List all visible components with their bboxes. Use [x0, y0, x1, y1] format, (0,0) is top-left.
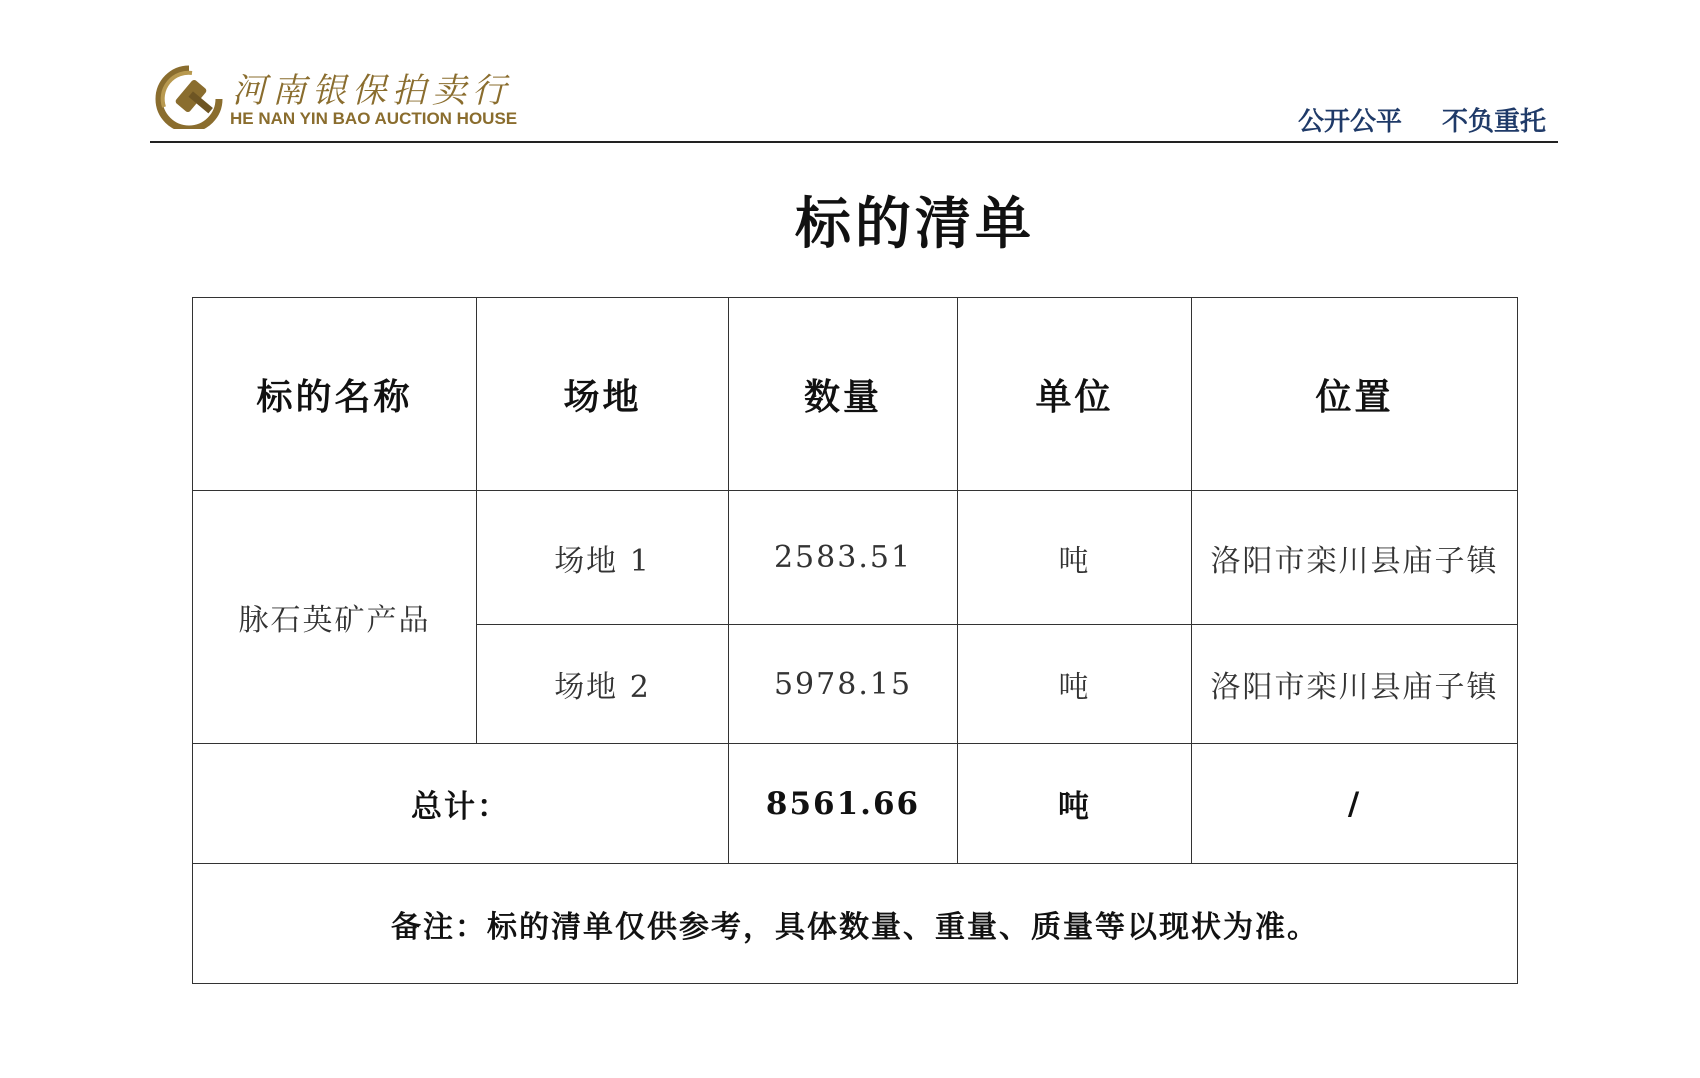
slogan-part-2: 不负重托 — [1441, 107, 1546, 137]
location-cell: 洛阳市栾川县庙子镇 — [1192, 625, 1518, 744]
slogan-part-1: 公开公平 — [1297, 107, 1402, 137]
total-location: / — [1192, 744, 1518, 864]
header-quantity: 数量 — [729, 298, 958, 491]
header-site: 场地 — [477, 298, 729, 491]
header-location: 位置 — [1192, 298, 1518, 491]
header-item-name: 标的名称 — [193, 298, 477, 491]
quantity-cell: 5978.15 — [729, 625, 958, 744]
location-cell: 洛阳市栾川县庙子镇 — [1192, 491, 1518, 625]
total-row — [193, 744, 1518, 864]
total-unit: 吨 — [958, 744, 1192, 864]
auction-gavel-icon — [152, 63, 226, 129]
table-row — [193, 491, 1518, 625]
note-row — [193, 864, 1518, 984]
logo-chinese-name: 河南银保拍卖行 — [232, 71, 512, 111]
header-slogan — [1298, 101, 1546, 138]
company-logo — [150, 59, 530, 133]
quantity-cell: 2583.51 — [729, 491, 958, 625]
header-unit: 单位 — [958, 298, 1192, 491]
logo-english-name: HE NAN YIN BAO AUCTION HOUSE — [230, 109, 518, 128]
table-header-row — [193, 298, 1518, 491]
total-label: 总计： — [193, 744, 729, 864]
unit-cell: 吨 — [958, 625, 1192, 744]
page-title: 标的清单 — [795, 191, 1035, 257]
unit-cell: 吨 — [958, 491, 1192, 625]
page-header — [150, 55, 1558, 143]
item-list-table — [192, 297, 1518, 984]
total-quantity: 8561.66 — [729, 744, 958, 864]
note-text: 备注：标的清单仅供参考，具体数量、重量、质量等以现状为准。 — [193, 864, 1518, 984]
item-name-cell: 脉石英矿产品 — [193, 491, 477, 744]
site-cell: 场地 2 — [477, 625, 729, 744]
site-cell: 场地 1 — [477, 491, 729, 625]
